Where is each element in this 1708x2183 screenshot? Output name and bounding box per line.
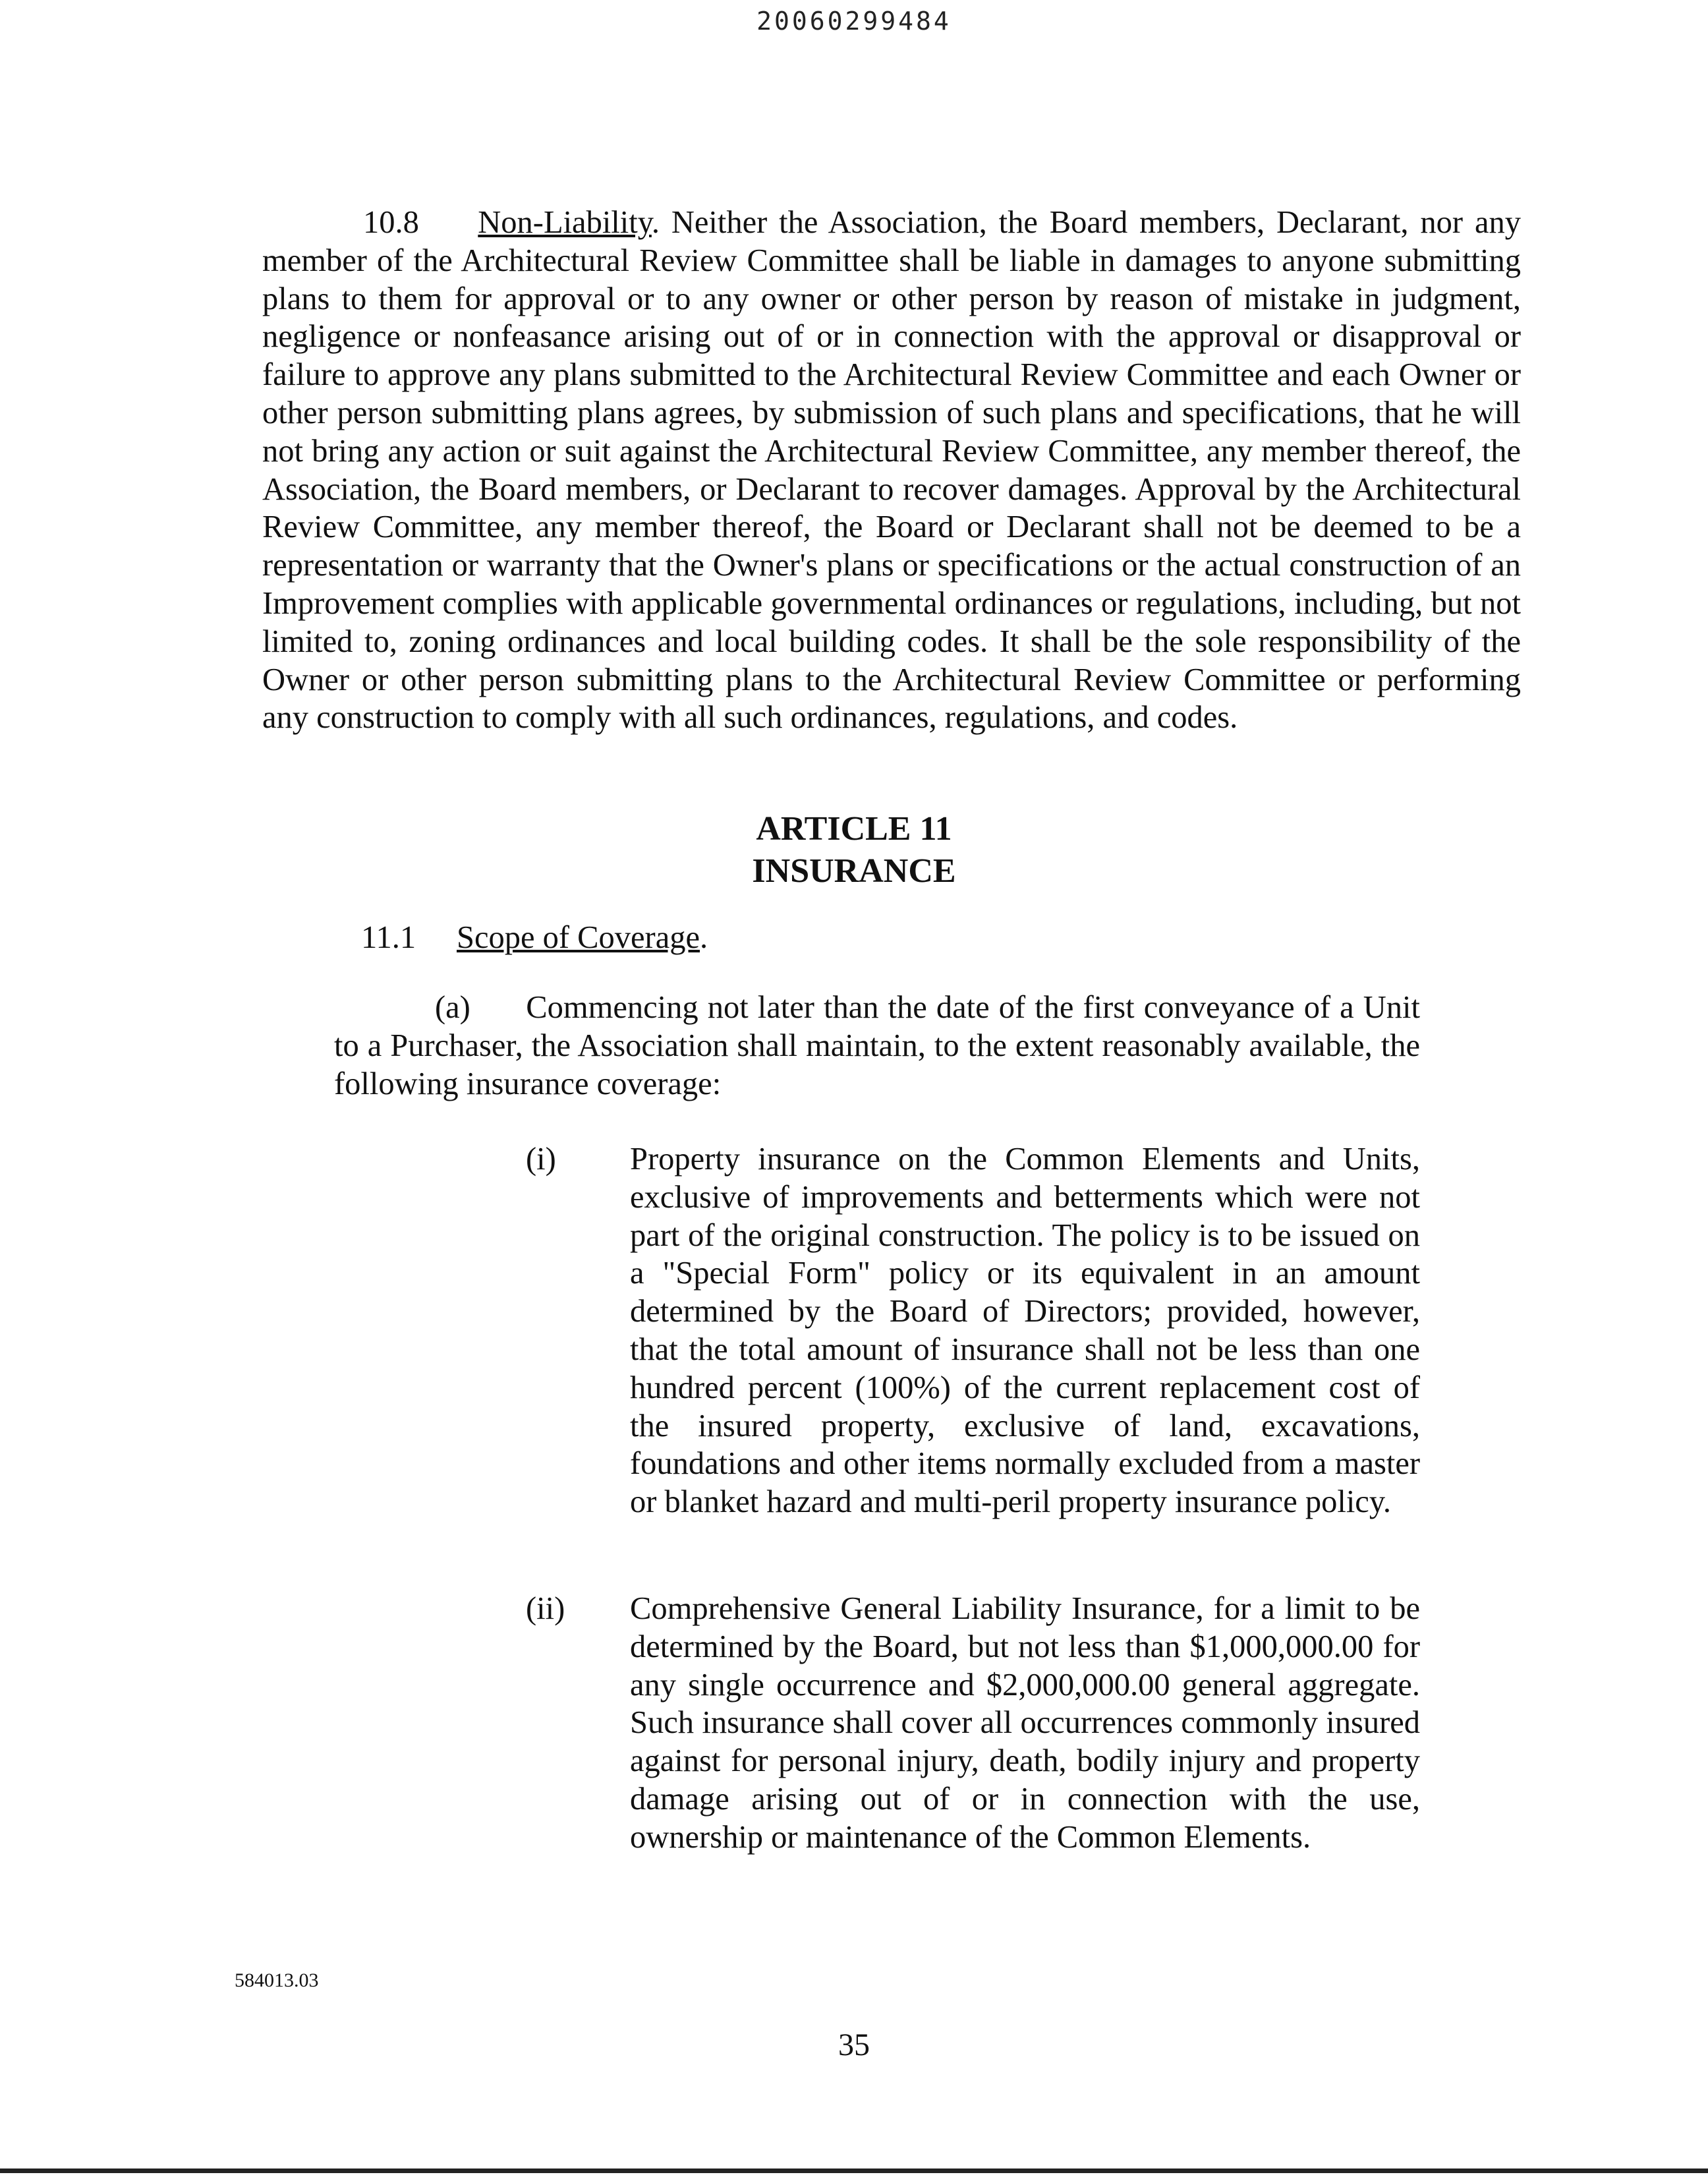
paragraph-a xyxy=(334,989,1420,1103)
section-title: Non-Liability xyxy=(478,205,652,240)
section-number: 11.1 xyxy=(361,920,416,955)
section-title: Scope of Coverage xyxy=(457,920,700,955)
section-title-suffix: . xyxy=(700,920,708,955)
section-body: Neither the Association, the Board members, Declarant, nor any member of the Architectural Review Committee shall be liable in damages to anyone submitting plans to them for approval or to any owner or other person by reason of mistake in judgment, negligence or nonfeasance arising out of or in connection with the approval or disapproval or failure to approve any plans submitted to the Architectural Review Committee and each Owner or other person submitting plans agrees, by submission of such plans and specifications, that he will not bring any action or suit against the Architectural Review Committee, any member thereof, the Association, the Board members, or Declarant to recover damages. Approval by the Architectural Review Committee, any member thereof, the Board or Declarant shall not be deemed to be a representation or warranty that the Owner's plans or specifications or the actual construction of an Improvement complies with applicable governmental ordinances or regulations, including, but not limited to, zoning ordinances and local building codes. It shall be the sole responsibility of the Owner or other person submitting plans to the Architectural Review Committee or performing any construction to comply with all such ordinances, regulations, and codes. xyxy=(262,205,1521,736)
item-marker: (i) xyxy=(526,1142,556,1177)
article-title: INSURANCE xyxy=(752,852,956,890)
item-text: Property insurance on the Common Elements and Units, exclusive of improvements and betterments which were not part of the original construction. The policy is to be issued on a "Special Form" policy or its equivalent in an amount determined by the Board of Directors; provided, however, that the total amount of insurance shall not be less than one hundred percent (100%) of the current replacement cost of the insured property, exclusive of land, excavations, foundations and other items normally excluded from a master or blanket hazard and multi-peril property insurance policy. xyxy=(630,1142,1420,1520)
paragraph-text: Commencing not later than the date of the first conveyance of a Unit to a Purchaser, the Association shall maintain, to the extent reasonably available, the following insurance coverage: xyxy=(334,990,1420,1101)
section-title-suffix: . xyxy=(651,205,660,240)
bottom-border-rule xyxy=(0,2168,1708,2173)
section-number: 10.8 xyxy=(363,205,419,240)
article-heading xyxy=(0,808,1708,892)
paragraph-marker: (a) xyxy=(435,990,470,1025)
item-marker: (ii) xyxy=(526,1591,565,1626)
publication-number: 20060299484 xyxy=(756,7,952,36)
article-number: ARTICLE 11 xyxy=(756,810,952,848)
page-number: 35 xyxy=(838,2027,870,2062)
section-11-1-heading xyxy=(361,919,708,957)
document-id: 584013.03 xyxy=(235,1969,319,1991)
section-10-8-paragraph xyxy=(262,204,1521,737)
item-text: Comprehensive General Liability Insurance, for a limit to be determined by the Board, but not less than $1,000,000.00 for any single occurrence and $2,000,000.00 general aggregate. Such insurance shall cover all occurrences commonly insured against for personal injury, death, bodily injury and property damage arising out of or in connection with the use, ownership or maintenance of the Common Elements. xyxy=(630,1591,1420,1855)
